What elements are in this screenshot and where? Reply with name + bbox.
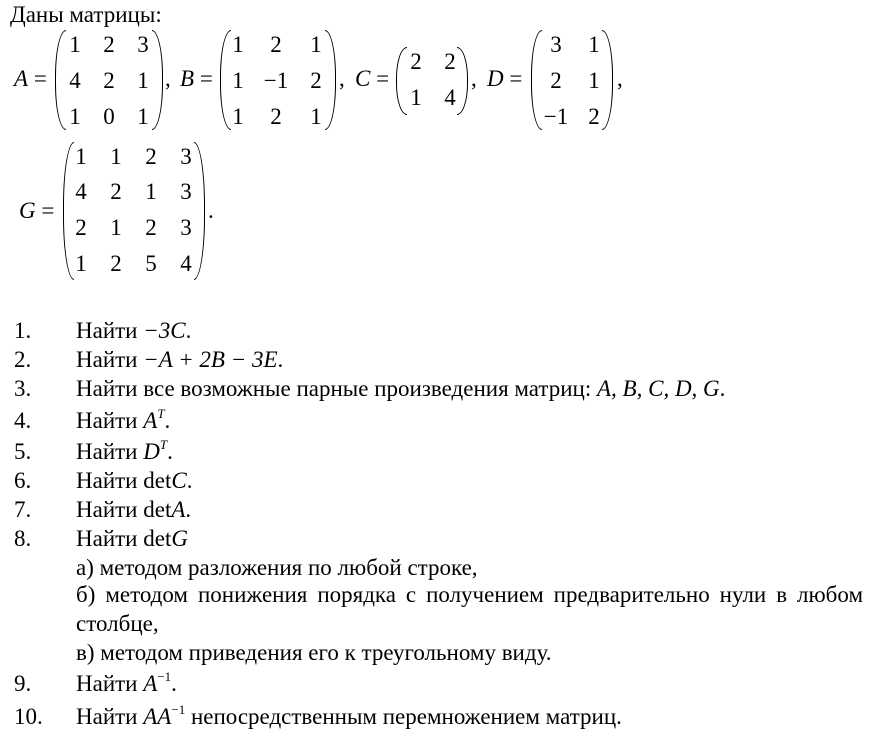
equals-sign: = <box>41 198 55 223</box>
task-end: . <box>167 439 173 464</box>
task-text: непосредственным перемножением матриц. <box>190 704 622 729</box>
matrix-cell: 1 <box>110 144 122 169</box>
task-number: 7. <box>14 497 32 522</box>
period: . <box>208 198 214 223</box>
matrix-cell: 2 <box>270 104 282 129</box>
matrix-cell: 2 <box>550 68 562 93</box>
task-10 <box>76 704 622 730</box>
comma: , <box>165 66 171 91</box>
task-number: 3. <box>14 376 32 401</box>
matrix-a <box>55 30 163 130</box>
task-find-word: Найти <box>76 408 138 433</box>
matrix-cell: 1 <box>110 215 122 240</box>
matrix-d-name: D <box>487 66 504 91</box>
task-9 <box>76 671 177 697</box>
matrix-cell: 1 <box>588 68 600 93</box>
matrix-cell: 1 <box>69 32 81 57</box>
task-end: . <box>186 468 193 493</box>
matrix-cell: 3 <box>180 179 192 204</box>
task-superscript: −1 <box>171 702 186 717</box>
task-find-word: Найти <box>76 704 138 729</box>
task-find-word: Найти <box>76 439 138 464</box>
matrix-cell: 1 <box>75 144 87 169</box>
task-det: det <box>143 497 172 522</box>
task-5 <box>76 439 173 465</box>
matrix-cell: 3 <box>137 32 149 57</box>
matrix-a-name: A <box>14 66 29 91</box>
matrix-cell: 4 <box>75 179 87 204</box>
task-expression: −A + 2B − 3E <box>143 347 278 372</box>
matrix-cell: 1 <box>232 68 244 93</box>
comma: , <box>339 66 345 91</box>
comma: , <box>617 66 623 91</box>
task-expression: A <box>143 408 158 433</box>
matrix-b-name: B <box>180 66 195 91</box>
task-2 <box>76 347 283 373</box>
matrix-cell: 1 <box>310 104 322 129</box>
matrix-cell: 2 <box>444 49 456 74</box>
matrix-cell: 4 <box>69 68 81 93</box>
matrix-cell: 1 <box>69 104 81 129</box>
task-end: . <box>164 408 171 433</box>
matrix-cell: 1 <box>310 32 322 57</box>
matrix-cell: 2 <box>270 32 282 57</box>
task-expression: AA <box>143 704 172 729</box>
task-8-option-a: а) методом разложения по любой строке, <box>76 555 478 580</box>
task-number: 5. <box>14 439 32 464</box>
matrix-cell: 0 <box>103 104 115 129</box>
task-det: det <box>143 468 172 493</box>
task-number: 9. <box>14 671 32 696</box>
task-end: . <box>277 347 284 372</box>
task-7 <box>76 497 191 523</box>
matrix-cell: 4 <box>180 251 192 276</box>
task-4 <box>76 408 170 434</box>
task-text: Найти все возможные парные произведения матриц: <box>76 376 592 401</box>
task-8-option-c: в) методом приведения его к треугольному виду. <box>76 640 552 665</box>
equals-sign: = <box>33 66 47 91</box>
matrix-cell: 5 <box>145 251 157 276</box>
task-end: . <box>185 318 192 343</box>
matrix-cell: 1 <box>137 104 149 129</box>
matrix-cell: 3 <box>550 32 562 57</box>
task-find-word: Найти <box>76 468 138 493</box>
matrix-c-name: C <box>355 66 371 91</box>
matrix-cell: −1 <box>543 104 569 129</box>
task-number: 10. <box>14 704 43 729</box>
matrix-cell: 1 <box>410 85 422 110</box>
matrix-cell: 2 <box>410 49 422 74</box>
matrix-cell: 2 <box>145 215 157 240</box>
matrix-g-name: G <box>19 198 36 223</box>
matrix-cell: 1 <box>75 251 87 276</box>
task-number: 8. <box>14 526 32 551</box>
matrix-cell: 3 <box>180 144 192 169</box>
task-matrix-list: A, B, C, D, G <box>597 376 720 401</box>
matrix-cell: 2 <box>75 215 87 240</box>
matrix-cell: 1 <box>232 32 244 57</box>
task-find-word: Найти <box>76 671 138 696</box>
task-6 <box>76 468 192 494</box>
matrix-d-label <box>487 66 522 92</box>
task-8-option-b: б) методом понижения порядка с получением предварительно нули в любом столбце, <box>76 582 863 636</box>
comma: , <box>471 66 477 91</box>
matrix-d <box>531 30 613 130</box>
task-superscript: T <box>159 437 168 452</box>
equals-sign: = <box>376 66 390 91</box>
matrix-cell: 2 <box>110 179 122 204</box>
task-find-word: Найти <box>76 497 138 522</box>
matrix-a-label <box>14 66 47 92</box>
task-expression: D <box>143 439 160 464</box>
equals-sign: = <box>199 66 213 91</box>
task-1 <box>76 318 191 344</box>
intro-text: Даны матрицы: <box>10 2 162 27</box>
task-expression: A <box>143 671 158 696</box>
matrix-cell: −1 <box>263 68 289 93</box>
matrix-cell: 4 <box>444 85 456 110</box>
task-superscript: −1 <box>157 669 172 684</box>
task-number: 2. <box>14 347 32 372</box>
task-find-word: Найти <box>76 318 138 343</box>
matrix-cell: 2 <box>310 68 322 93</box>
matrix-c <box>396 47 468 115</box>
matrix-cell: 2 <box>588 104 600 129</box>
task-expression: −3C <box>143 318 186 343</box>
matrix-cell: 2 <box>103 32 115 57</box>
task-8 <box>76 526 188 552</box>
task-end: . <box>185 497 192 522</box>
matrix-cell: 3 <box>180 215 192 240</box>
matrix-cell: 2 <box>103 68 115 93</box>
matrix-b <box>220 30 336 130</box>
task-det: det <box>143 526 172 551</box>
task-expression: A <box>171 497 186 522</box>
task-end: . <box>719 376 726 401</box>
task-expression: C <box>171 468 187 493</box>
task-find-word: Найти <box>76 526 138 551</box>
task-superscript: T <box>157 406 165 421</box>
matrix-c-label <box>355 66 389 92</box>
matrix-cell: 1 <box>145 179 157 204</box>
matrix-cell: 1 <box>137 68 149 93</box>
task-expression: G <box>171 526 188 551</box>
matrix-cell: 1 <box>588 32 600 57</box>
task-end: . <box>171 671 177 696</box>
equals-sign: = <box>509 66 523 91</box>
task-find-word: Найти <box>76 347 138 372</box>
task-number: 1. <box>14 318 32 343</box>
matrix-cell: 2 <box>145 144 157 169</box>
matrix-g <box>63 142 205 280</box>
matrix-cell: 1 <box>232 104 244 129</box>
matrix-g-label <box>19 198 54 224</box>
matrix-cell: 2 <box>110 251 122 276</box>
task-number: 4. <box>14 408 32 433</box>
matrix-b-label <box>180 66 213 92</box>
task-number: 6. <box>14 468 32 493</box>
task-3 <box>76 376 725 402</box>
